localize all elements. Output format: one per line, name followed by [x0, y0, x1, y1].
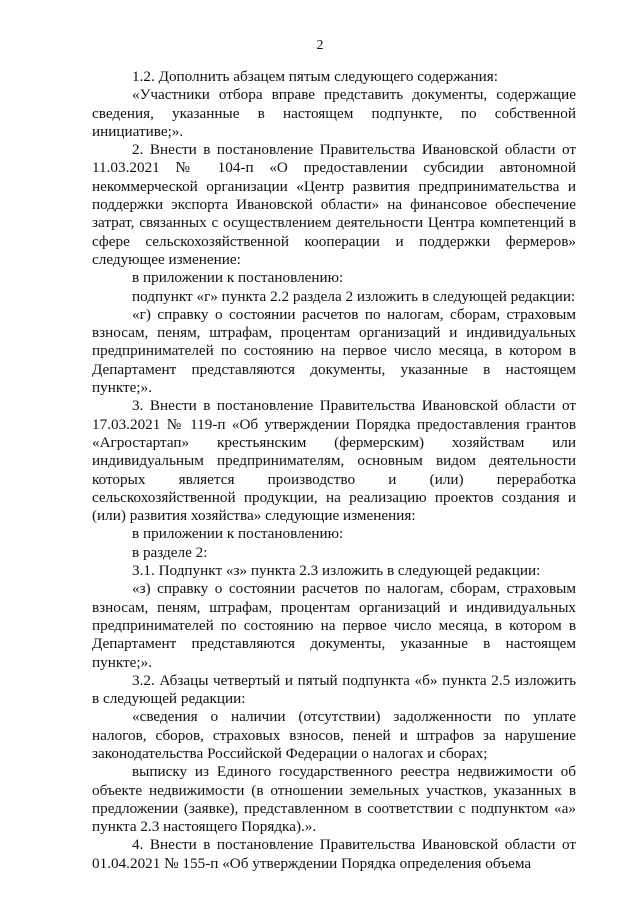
paragraph: «сведения о наличии (отсутствии) задолженности по уплате налогов, сборов, страховых взносов, пеней и штрафов за нарушение законодательства Российской Федерации о налогах и сборах; — [92, 708, 576, 762]
paragraph: в приложении к постановлению: — [132, 525, 344, 543]
paragraph: подпункт «г» пункта 2.2 раздела 2 изложить в следующей редакции: — [132, 287, 576, 305]
paragraph: 2. Внести в постановление Правительства Ивановской области от 11.03.2021 № 104-п «О предоставлении субсидии автономной некоммерческой организации «Центр развития предпринимательства и поддержки экспорта Ивановской области» на финансовое обеспечение затрат, связанных с осуществлением деятельности Центра компетенций в сфере сельскохозяйственной кооперации и поддержки фермеров» следующее изменение: — [92, 141, 576, 268]
paragraph: 3.2. Абзацы четвертый и пятый подпункта «б» пункта 2.5 изложить в следующей редакции: — [92, 671, 576, 708]
document-body — [92, 68, 576, 873]
paragraph: «Участники отбора вправе представить документы, содержащие сведения, указанные в настоящем подпункте, по собственной инициативе;». — [92, 86, 576, 140]
paragraph: в приложении к постановлению: — [132, 269, 344, 287]
paragraph: в разделе 2: — [132, 543, 208, 561]
page-number: 2 — [316, 38, 324, 53]
paragraph: 3.1. Подпункт «з» пункта 2.3 изложить в следующей редакции: — [132, 562, 541, 580]
paragraph: выписку из Единого государственного реестра недвижимости об объекте недвижимости (в отношении земельных участков, указанных в предложении (заявке), представленном в соответствии с подпунктом «а» пункта 2.3 настоящего Порядка).». — [92, 763, 576, 836]
paragraph: 3. Внести в постановление Правительства Ивановской области от 17.03.2021 № 119-п «Об утверждении Порядка предоставления грантов «Агростартап» крестьянским (фермерским) хозяйствам или индивидуальным предпринимателям, основным видом деятельности которых является производство и (или) переработка сельскохозяйственной продукции, на реализацию проектов создания и (или) развития хозяйства» следующие изменения: — [92, 397, 576, 525]
paragraph: 4. Внести в постановление Правительства Ивановской области от 01.04.2021 № 155-п «Об утверждении Порядка определения объема — [92, 836, 576, 872]
paragraph: «з) справку о состоянии расчетов по налогам, сборам, страховым взносам, пеням, штрафам, процентам организаций и индивидуальных предпринимателей по состоянию на первое число месяца, в котором в Департамент представляются документы, указанные в настоящем пункте;». — [92, 580, 576, 671]
paragraph: «г) справку о состоянии расчетов по налогам, сборам, страховым взносам, пеням, штрафам, процентам организаций и индивидуальных предпринимателей по состоянию на первое число месяца, в котором в Департамент представляются документы, указанные в настоящем пункте;». — [92, 305, 576, 397]
paragraph: 1.2. Дополнить абзацем пятым следующего содержания: — [132, 68, 498, 85]
